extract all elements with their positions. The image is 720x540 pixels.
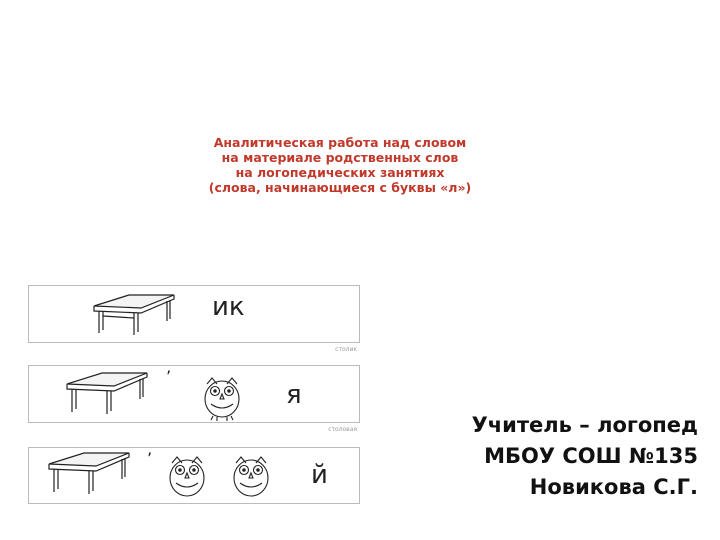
title-line-2: на материале родственных слов <box>221 150 459 165</box>
svg-text:’: ’ <box>147 449 153 468</box>
table-icon <box>29 286 359 342</box>
svg-text:’: ’ <box>166 367 172 386</box>
rebus-caption-2: столовая <box>328 426 357 433</box>
owl-icon <box>205 378 239 421</box>
author-block <box>472 410 698 503</box>
owl-icon <box>234 457 268 496</box>
owl-icon <box>170 457 204 496</box>
title-line-4: (слова, начинающиеся с буквы «л») <box>208 180 472 195</box>
author-role: Учитель – логопед <box>471 413 698 437</box>
author-school: МБОУ СОШ №135 <box>484 444 698 468</box>
title-line-3: на логопедических занятиях <box>235 165 445 180</box>
slide-title <box>150 135 530 195</box>
rebus-letters-2: я <box>286 380 302 410</box>
table-icon <box>29 366 359 422</box>
author-name: Новикова С.Г. <box>529 475 698 499</box>
rebus-letters-3: й <box>311 460 328 490</box>
title-line-1: Аналитическая работа над словом <box>213 135 467 150</box>
rebus-letters-1: ик <box>212 292 245 322</box>
rebus-strip-2 <box>28 365 360 433</box>
table-icon <box>29 448 359 503</box>
rebus-strip-3 <box>28 447 360 504</box>
rebus-strip-1 <box>28 285 360 353</box>
rebus-caption-1: столик <box>335 346 357 353</box>
